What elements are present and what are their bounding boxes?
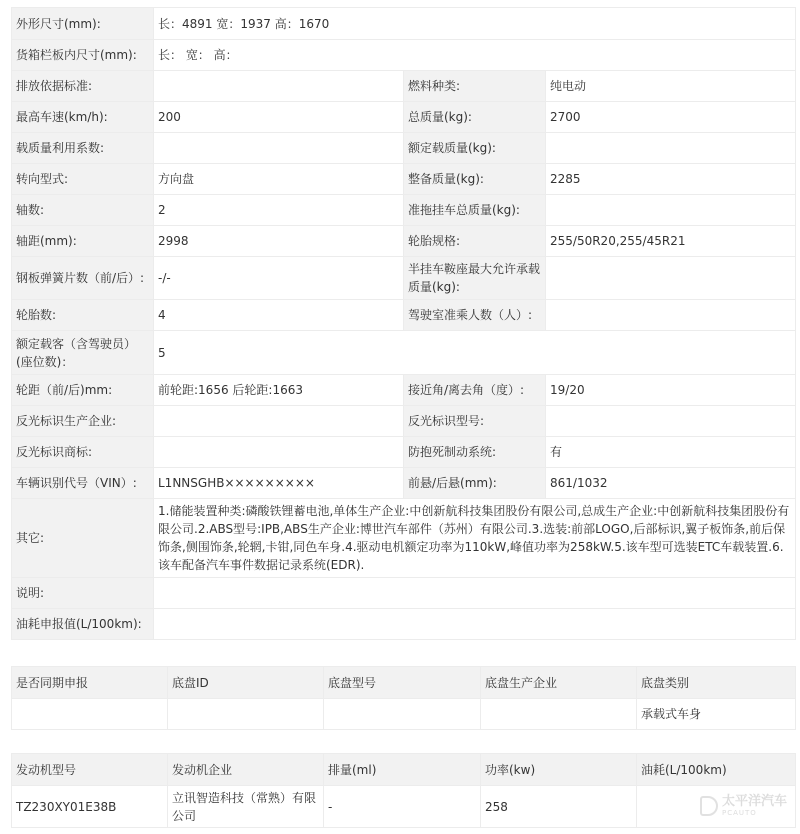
pcauto-logo-icon (700, 796, 718, 816)
cab-passengers-label: 驾驶室准乘人数（人）: (404, 300, 546, 331)
emission-basis-label: 排放依据标准: (12, 71, 154, 102)
table-row (12, 786, 796, 828)
max-speed-label: 最高车速(km/h): (12, 102, 154, 133)
engine-header-row (12, 754, 796, 786)
abs-value: 有 (546, 437, 796, 468)
spec-row-seats (12, 331, 796, 375)
chassis-cell (481, 699, 637, 730)
dimensions-value: 长：4891 宽：1937 高：1670 (154, 8, 796, 40)
other-value: 1.储能装置种类:磷酸铁锂蓄电池,单体生产企业:中创新航科技集团股份有限公司,总成生产企业:中创新航科技集团股份有限公司.2.ABS型号:IPB,ABS生产企业:博世汽车部件（苏州）有限公司.3.选装:前部LOGO,后部标识,翼子板饰条,前后保饰条,侧围饰条,轮辋,卡钳,同色车身.4.驱动电机额定功率为110kW,峰值功率为258kW.5.该车型可选装ETC车载装置.6.该车配备汽车事件数据记录系统(EDR). (154, 499, 796, 578)
engine-header: 油耗(L/100km) (637, 754, 796, 786)
total-mass-label: 总质量(kg): (404, 102, 546, 133)
tire-count-value: 4 (154, 300, 404, 331)
chassis-header: 底盘类别 (637, 667, 796, 699)
chassis-table (11, 666, 796, 730)
reflector-model-value (546, 406, 796, 437)
spec-row-vin (12, 468, 796, 499)
fuel-consumption-value (154, 609, 796, 640)
trailer-mass-label: 准拖挂车总质量(kg): (404, 195, 546, 226)
load-util-value (154, 133, 404, 164)
engine-cell: - (324, 786, 481, 828)
rated-load-label: 额定载质量(kg): (404, 133, 546, 164)
overhang-value: 861/1032 (546, 468, 796, 499)
curb-mass-label: 整备质量(kg): (404, 164, 546, 195)
max-speed-value: 200 (154, 102, 404, 133)
reflector-model-label: 反光标识型号: (404, 406, 546, 437)
tire-spec-label: 轮胎规格: (404, 226, 546, 257)
approach-value: 19/20 (546, 375, 796, 406)
seats-value: 5 (154, 331, 796, 375)
total-mass-value: 2700 (546, 102, 796, 133)
semi-trailer-value (546, 257, 796, 300)
spec-row-load (12, 133, 796, 164)
emission-basis-value (154, 71, 404, 102)
table-row (12, 699, 796, 730)
wheelbase-label: 轴距(mm): (12, 226, 154, 257)
spec-row-axles (12, 195, 796, 226)
fuel-type-value: 纯电动 (546, 71, 796, 102)
spec-row-speed (12, 102, 796, 133)
spec-row-track (12, 375, 796, 406)
engine-cell: 立讯智造科技（常熟）有限公司 (168, 786, 324, 828)
rated-load-value (546, 133, 796, 164)
watermark (700, 793, 792, 819)
vehicle-spec-table (11, 7, 796, 640)
vin-value: L1NNSGHB××××××××× (154, 468, 404, 499)
seats-label: 额定载客（含驾驶员）(座位数)： (12, 331, 154, 375)
spec-row-dimensions (12, 8, 796, 40)
load-util-label: 载质量利用系数: (12, 133, 154, 164)
tire-spec-value: 255/50R20,255/45R21 (546, 226, 796, 257)
fuel-type-label: 燃料种类: (404, 71, 546, 102)
reflector-maker-value (154, 406, 404, 437)
watermark-text: 太平洋汽车 (722, 794, 788, 809)
track-value: 前轮距:1656 后轮距:1663 (154, 375, 404, 406)
dimensions-label: 外形尺寸(mm): (12, 8, 154, 40)
chassis-header: 底盘ID (168, 667, 324, 699)
trailer-mass-value (546, 195, 796, 226)
wheelbase-value: 2998 (154, 226, 404, 257)
leaf-springs-label: 钢板弹簧片数（前/后）: (12, 257, 154, 300)
axles-label: 轴数: (12, 195, 154, 226)
track-label: 轮距（前/后)mm: (12, 375, 154, 406)
semi-trailer-label: 半挂车鞍座最大允许承载质量(kg): (404, 257, 546, 300)
vin-label: 车辆识别代号（VIN）: (12, 468, 154, 499)
chassis-header: 底盘生产企业 (481, 667, 637, 699)
overhang-label: 前悬/后悬(mm): (404, 468, 546, 499)
chassis-cell: 承载式车身 (637, 699, 796, 730)
watermark-subtext: PCAUTO (722, 809, 757, 817)
spec-row-cargo-box (12, 40, 796, 71)
axles-value: 2 (154, 195, 404, 226)
chassis-header-row (12, 667, 796, 699)
spec-row-brand (12, 437, 796, 468)
chassis-header: 底盘型号 (324, 667, 481, 699)
leaf-springs-value: -/- (154, 257, 404, 300)
steering-value: 方向盘 (154, 164, 404, 195)
chassis-header: 是否同期申报 (12, 667, 168, 699)
tire-count-label: 轮胎数: (12, 300, 154, 331)
engine-header: 功率(kw) (481, 754, 637, 786)
spec-row-emission (12, 71, 796, 102)
steering-label: 转向型式: (12, 164, 154, 195)
spec-row-fuel-consumption (12, 609, 796, 640)
fuel-consumption-label: 油耗申报值(L/100km): (12, 609, 154, 640)
reflector-brand-value (154, 437, 404, 468)
engine-table (11, 753, 796, 828)
cab-passengers-value (546, 300, 796, 331)
abs-label: 防抱死制动系统: (404, 437, 546, 468)
spec-row-reflector (12, 406, 796, 437)
engine-header: 发动机企业 (168, 754, 324, 786)
spec-row-steering (12, 164, 796, 195)
curb-mass-value: 2285 (546, 164, 796, 195)
engine-cell: TZ230XY01E38B (12, 786, 168, 828)
spec-row-wheelbase (12, 226, 796, 257)
chassis-cell (168, 699, 324, 730)
reflector-maker-label: 反光标识生产企业: (12, 406, 154, 437)
engine-cell: 258 (481, 786, 637, 828)
chassis-cell (324, 699, 481, 730)
spec-row-note (12, 578, 796, 609)
note-value (154, 578, 796, 609)
watermark-text-group (722, 795, 787, 817)
chassis-cell (12, 699, 168, 730)
reflector-brand-label: 反光标识商标: (12, 437, 154, 468)
spec-row-tires (12, 300, 796, 331)
cargo-box-value: 长： 宽： 高： (154, 40, 796, 71)
note-label: 说明: (12, 578, 154, 609)
engine-header: 发动机型号 (12, 754, 168, 786)
spec-row-other (12, 499, 796, 578)
approach-label: 接近角/离去角（度）: (404, 375, 546, 406)
other-label: 其它: (12, 499, 154, 578)
engine-header: 排量(ml) (324, 754, 481, 786)
cargo-box-label: 货箱栏板内尺寸(mm): (12, 40, 154, 71)
spec-row-springs (12, 257, 796, 300)
